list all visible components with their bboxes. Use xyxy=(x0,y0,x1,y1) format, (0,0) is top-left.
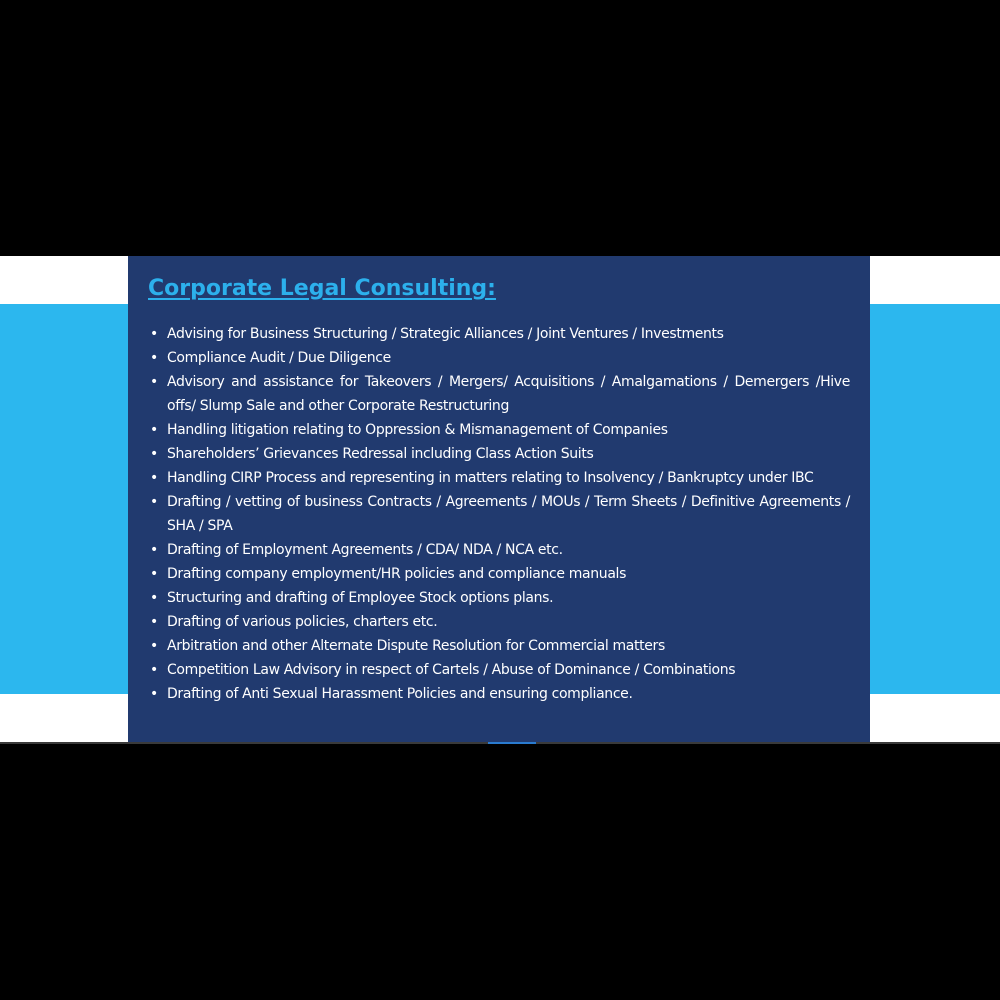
list-item xyxy=(148,370,850,418)
list-item xyxy=(148,442,850,466)
list-item xyxy=(148,538,850,562)
list-item-text: Drafting of Employment Agreements / CDA/ NDA / NCA etc. xyxy=(167,542,563,558)
bullet-icon: • xyxy=(150,662,158,678)
list-item-text: Shareholders’ Grievances Redressal including Class Action Suits xyxy=(167,446,594,462)
list-item xyxy=(148,322,850,346)
service-list xyxy=(148,322,850,706)
list-item-text: Arbitration and other Alternate Dispute Resolution for Commercial matters xyxy=(167,638,665,654)
list-item-text: Handling litigation relating to Oppression & Mismanagement of Companies xyxy=(167,422,668,438)
bullet-icon: • xyxy=(150,326,158,342)
slide xyxy=(0,256,1000,743)
bullet-icon: • xyxy=(150,494,158,510)
list-item xyxy=(148,610,850,634)
list-item-text: Competition Law Advisory in respect of Cartels / Abuse of Dominance / Combinations xyxy=(167,662,736,678)
list-item xyxy=(148,562,850,586)
list-item-text: Drafting of various policies, charters etc. xyxy=(167,614,438,630)
list-item xyxy=(148,466,850,490)
bullet-icon: • xyxy=(150,350,158,366)
list-item xyxy=(148,634,850,658)
bullet-icon: • xyxy=(150,614,158,630)
list-item-text: Drafting company employment/HR policies and compliance manuals xyxy=(167,566,627,582)
bullet-icon: • xyxy=(150,422,158,438)
list-item-text: Advising for Business Structuring / Strategic Alliances / Joint Ventures / Investments xyxy=(167,326,724,342)
list-item-text: Drafting of Anti Sexual Harassment Policies and ensuring compliance. xyxy=(167,686,633,702)
list-item-text: Structuring and drafting of Employee Stock options plans. xyxy=(167,590,554,606)
bullet-icon: • xyxy=(150,686,158,702)
bullet-icon: • xyxy=(150,566,158,582)
list-item-text: Handling CIRP Process and representing in matters relating to Insolvency / Bankruptcy under IBC xyxy=(167,470,814,486)
bullet-icon: • xyxy=(150,542,158,558)
accent-dash xyxy=(488,742,536,744)
list-item xyxy=(148,418,850,442)
bullet-icon: • xyxy=(150,470,158,486)
slide-title: Corporate Legal Consulting: xyxy=(148,276,496,301)
list-item xyxy=(148,586,850,610)
bullet-icon: • xyxy=(150,638,158,654)
list-item-text: Advisory and assistance for Takeovers / Mergers/ Acquisitions / Amalgamations / Demergers /Hive offs/ Slump Sale and other Corporate Restructuring xyxy=(167,374,850,414)
list-item xyxy=(148,658,850,682)
list-item xyxy=(148,682,850,706)
content-panel xyxy=(128,256,870,742)
bullet-icon: • xyxy=(150,374,158,390)
list-item-text: Compliance Audit / Due Diligence xyxy=(167,350,391,366)
list-item xyxy=(148,346,850,370)
bullet-icon: • xyxy=(150,446,158,462)
list-item-text: Drafting / vetting of business Contracts / Agreements / MOUs / Term Sheets / Definitive Agreements / SHA / SPA xyxy=(167,494,850,534)
bullet-icon: • xyxy=(150,590,158,606)
list-item xyxy=(148,490,850,538)
